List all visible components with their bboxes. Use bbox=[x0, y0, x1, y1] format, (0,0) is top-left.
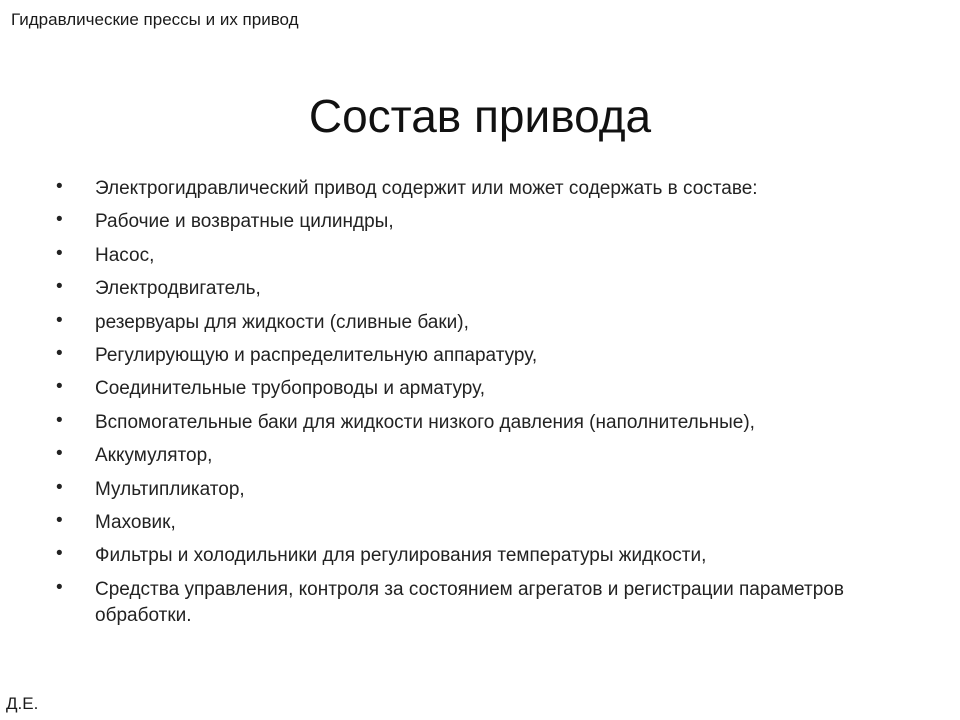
list-item-text: резервуары для жидкости (сливные баки), bbox=[95, 311, 469, 333]
list-item bbox=[56, 209, 916, 235]
bullet-icon: • bbox=[56, 309, 63, 331]
list-item bbox=[56, 510, 916, 536]
bullet-icon: • bbox=[56, 376, 63, 398]
list-item bbox=[56, 577, 916, 629]
list-item-text: Электрогидравлический привод содержит или может содержать в составе: bbox=[95, 178, 758, 199]
bullet-icon: • bbox=[56, 509, 63, 531]
bullet-icon: • bbox=[56, 342, 63, 364]
bullet-icon: • bbox=[56, 543, 63, 565]
list-item bbox=[56, 310, 916, 336]
list-item-text: Мультипликатор, bbox=[95, 478, 245, 500]
list-item-text: Электродвигатель, bbox=[95, 278, 261, 300]
bullet-icon: • bbox=[56, 476, 63, 498]
bullet-icon: • bbox=[56, 176, 63, 197]
list-item bbox=[56, 176, 916, 202]
list-item-text: Маховик, bbox=[95, 511, 176, 533]
list-item-text: Средства управления, контроля за состоянием агрегатов и регистрации параметров обработки. bbox=[95, 578, 844, 626]
bullet-icon: • bbox=[56, 576, 63, 598]
footer-initials: Д.Е. bbox=[6, 694, 39, 713]
bullet-icon: • bbox=[56, 276, 63, 298]
slide-title: Состав привода bbox=[308, 90, 652, 142]
bullet-list bbox=[56, 176, 916, 636]
list-item bbox=[56, 410, 916, 436]
list-item bbox=[56, 443, 916, 469]
list-item bbox=[56, 376, 916, 402]
list-item bbox=[56, 276, 916, 302]
bullet-icon: • bbox=[56, 242, 63, 264]
header-caption: Гидравлические прессы и их привод bbox=[11, 10, 299, 29]
list-item bbox=[56, 543, 916, 569]
list-item-text: Рабочие и возвратные цилиндры, bbox=[95, 211, 394, 233]
list-item-text: Насос, bbox=[95, 244, 155, 266]
list-item-text: Аккумулятор, bbox=[95, 445, 213, 467]
bullet-icon: • bbox=[56, 209, 63, 231]
bullet-icon: • bbox=[56, 443, 63, 465]
list-item bbox=[56, 243, 916, 269]
list-item-text: Вспомогательные баки для жидкости низкого давления (наполнительные), bbox=[95, 411, 755, 433]
list-item-text: Фильтры и холодильники для регулирования температуры жидкости, bbox=[95, 545, 707, 567]
list-item bbox=[56, 343, 916, 369]
bullet-icon: • bbox=[56, 409, 63, 431]
list-item-text: Регулирующую и распределительную аппаратуру, bbox=[95, 344, 538, 366]
list-item-text: Соединительные трубопроводы и арматуру, bbox=[95, 378, 486, 400]
list-item bbox=[56, 477, 916, 503]
